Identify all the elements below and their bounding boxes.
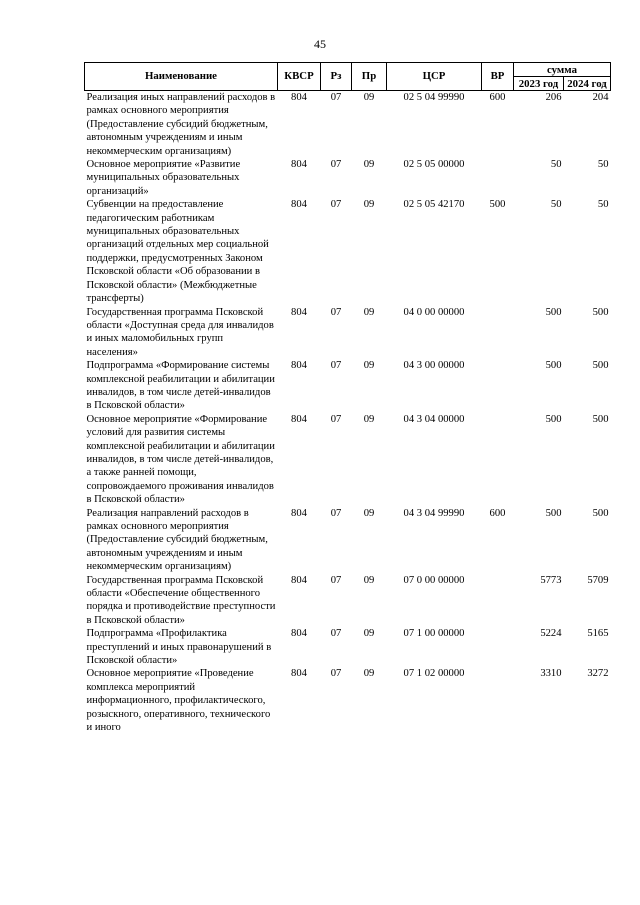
row-vr: 500 [489,199,506,211]
row-sum-2023: 500 [545,360,562,372]
header-kvsr: КВСР [278,63,321,91]
row-pr: 09 [363,668,375,680]
row-kvsr: 804 [291,199,307,211]
row-csr: 02 5 05 00000 [403,159,465,171]
table-row [85,507,611,574]
header-rz: Рз [321,63,352,91]
row-rz: 07 [330,628,342,640]
row-rz: 07 [330,360,342,372]
row-sum-2024: 50 [597,159,609,171]
budget-table [84,62,611,735]
table-body [85,91,611,735]
row-name: Субвенции на предоставление педагогическим работникам муниципальных образовательных организаций отдельных мер социальной поддержки, предусмотренных Законом Псковской области «Об образовании в Псковской области» (Межбюджетные трансферты) [86,199,269,305]
table-row [85,198,611,305]
row-vr [482,306,514,360]
row-kvsr: 804 [291,507,307,519]
row-sum-2023: 50 [550,159,562,171]
row-sum-2024: 5709 [587,574,609,586]
row-sum-2023: 50 [550,199,562,211]
row-sum-2024: 500 [592,507,609,519]
row-sum-2024: 3272 [587,668,609,680]
row-rz: 07 [330,159,342,171]
table-row [85,91,611,159]
row-name: Подпрограмма «Профилактика преступлений и иных правонарушений в Псковской области» [86,628,272,667]
row-vr: 600 [489,92,506,103]
row-pr: 09 [363,306,375,318]
row-rz: 07 [330,668,342,680]
row-kvsr: 804 [291,574,307,586]
row-pr: 09 [363,413,375,425]
row-pr: 09 [363,159,375,171]
row-sum-2024: 500 [592,413,609,425]
table-row [85,574,611,628]
row-sum-2024: 5165 [587,628,609,640]
row-sum-2023: 5224 [540,628,562,640]
row-name: Государственная программа Псковской области «Доступная среда для инвалидов и иных маломобильных групп населения» [86,306,274,358]
table-row [85,627,611,667]
row-sum-2023: 5773 [540,574,562,586]
row-rz: 07 [330,306,342,318]
row-kvsr: 804 [291,668,307,680]
row-rz: 07 [330,92,342,103]
row-rz: 07 [330,199,342,211]
row-sum-2023: 206 [545,92,562,103]
row-pr: 09 [363,628,375,640]
row-name: Основное мероприятие «Проведение комплекса мероприятий информационного, профилактического, розыскного, оперативного, технического и иного [86,668,271,734]
table-row [85,413,611,507]
row-sum-2024: 500 [592,306,609,318]
header-csr: ЦСР [387,63,482,91]
row-name: Основное мероприятие «Развитие муниципальных образовательных организаций» [86,159,241,197]
row-name: Государственная программа Псковской области «Обеспечение общественного порядка и противодействие преступности в Псковской области» [86,574,276,626]
row-kvsr: 804 [291,360,307,372]
row-csr: 02 5 04 99990 [403,92,465,103]
row-sum-2024: 50 [597,199,609,211]
row-csr: 07 1 00 00000 [403,628,465,640]
row-kvsr: 804 [291,159,307,171]
row-sum-2023: 500 [545,306,562,318]
table-row [85,359,611,413]
row-pr: 09 [363,199,375,211]
row-csr: 07 1 02 00000 [403,668,465,680]
row-kvsr: 804 [291,306,307,318]
row-name: Подпрограмма «Формирование системы комплексной реабилитации и абилитации инвалидов, в том числе детей-инвалидов в Псковской области» [86,360,275,412]
row-name: Основное мероприятие «Формирование условий для развития системы комплексной реабилитации и абилитации инвалидов, в том числе детей-инвалидов, а также ранней помощи, сопровождаемого проживания инвалидов в Псковской области» [86,413,275,506]
row-rz: 07 [330,413,342,425]
row-pr: 09 [363,574,375,586]
row-pr: 09 [363,92,375,103]
row-vr [482,627,514,667]
row-csr: 07 0 00 00000 [403,574,465,586]
row-vr [482,574,514,628]
row-csr: 02 5 05 42170 [403,199,465,211]
row-kvsr: 804 [291,413,307,425]
row-vr [482,413,514,507]
row-vr [482,667,514,734]
header-name: Наименование [85,63,278,91]
row-name: Реализация направлений расходов в рамках основного мероприятия (Предоставление субсидий бюджетным, автономным учреждениям и иным некоммерческим организациям) [86,507,268,573]
row-pr: 09 [363,360,375,372]
row-name: Реализация иных направлений расходов в рамках основного мероприятия (Предоставление субсидий бюджетным, автономным учреждениям и иным некоммерческим организациям) [86,92,276,157]
row-sum-2024: 204 [592,92,609,103]
row-kvsr: 804 [291,628,307,640]
row-kvsr: 804 [291,92,307,103]
table-row [85,158,611,198]
row-rz: 07 [330,507,342,519]
row-vr: 600 [489,507,506,519]
row-sum-2023: 500 [545,507,562,519]
row-sum-2024: 500 [592,360,609,372]
row-csr: 04 3 00 00000 [403,360,465,372]
row-csr: 04 3 04 00000 [403,413,465,425]
page-number: 45 [314,37,326,51]
row-rz: 07 [330,574,342,586]
row-sum-2023: 500 [545,413,562,425]
header-year-2024: 2024 год [564,77,611,91]
row-vr [482,359,514,413]
header-vr: ВР [482,63,514,91]
row-csr: 04 0 00 00000 [403,306,465,318]
table-row [85,306,611,360]
header-year-2023: 2023 год [514,77,564,91]
header-sum: сумма [514,63,611,77]
row-vr [482,158,514,198]
table-row [85,667,611,734]
header-pr: Пр [352,63,387,91]
row-sum-2023: 3310 [540,668,562,680]
row-csr: 04 3 04 99990 [403,507,465,519]
row-pr: 09 [363,507,375,519]
